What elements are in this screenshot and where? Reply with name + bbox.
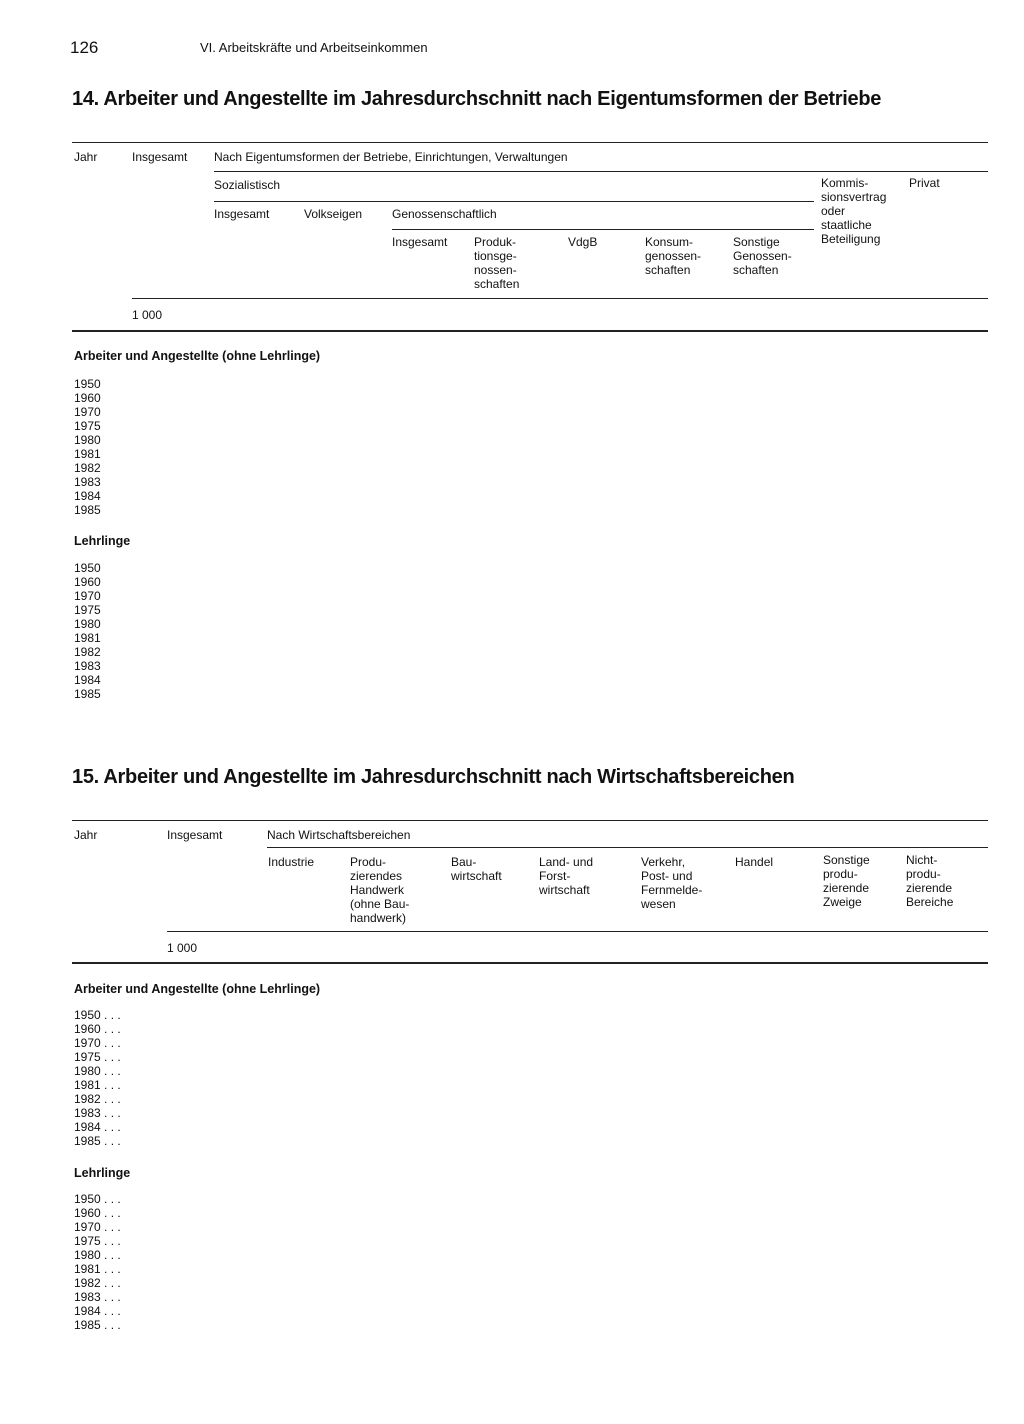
row-year: 1984 — [74, 673, 101, 687]
row-year: 1983 . . . — [74, 1106, 121, 1120]
row-year: 1985 . . . — [74, 1318, 121, 1332]
row-year: 1982 — [74, 461, 101, 475]
row-year: 1960 — [74, 575, 101, 589]
row-year: 1960 . . . — [74, 1206, 121, 1220]
row-year: 1980 . . . — [74, 1248, 121, 1262]
row-year: 1980 — [74, 433, 101, 447]
t14-rule-4 — [392, 229, 814, 230]
row-year: 1983 — [74, 475, 101, 489]
row-year: 1970 — [74, 405, 101, 419]
t14-head-bottom-rule — [72, 330, 988, 332]
row-year: 1982 . . . — [74, 1092, 121, 1106]
t14-rule-5 — [132, 298, 988, 299]
row-year: 1950 — [74, 377, 101, 391]
t14-h-nach: Nach Eigentumsformen der Betriebe, Einrichtungen, Verwaltungen — [214, 150, 568, 164]
table-14-top-rule — [72, 142, 988, 143]
row-year: 1983 — [74, 659, 101, 673]
row-year: 1982 — [74, 645, 101, 659]
table-15-top-rule — [72, 820, 988, 821]
running-head: VI. Arbeitskräfte und Arbeitseinkommen — [200, 40, 428, 55]
row-year: 1950 — [74, 561, 101, 575]
t14-h-unit: 1 000 — [132, 308, 163, 322]
row-year: 1970 — [74, 589, 101, 603]
row-year: 1985 — [74, 503, 101, 517]
t15-section-1-label: Arbeiter und Angestellte (ohne Lehrlinge) — [74, 982, 321, 996]
row-year: 1975 . . . — [74, 1050, 121, 1064]
t15-h-sonstige: Sonstige produ- zierende Zweige — [823, 853, 870, 909]
t14-section-1-label: Arbeiter und Angestellte (ohne Lehrlinge) — [74, 349, 321, 363]
t15-section-2-label: Lehrlinge — [74, 1166, 131, 1180]
row-year: 1981 . . . — [74, 1262, 121, 1276]
row-year: 1981 — [74, 447, 101, 461]
t14-h-vdgb: VdgB — [568, 235, 598, 249]
t15-h-nach: Nach Wirtschaftsbereichen — [267, 828, 411, 842]
t14-rule-3 — [214, 201, 814, 202]
row-year: 1950 . . . — [74, 1008, 121, 1022]
row-year: 1981 . . . — [74, 1078, 121, 1092]
t15-h-land: Land- und Forst- wirtschaft — [539, 855, 594, 897]
row-year: 1975 — [74, 419, 101, 433]
t14-h-privat: Privat — [909, 176, 940, 190]
t14-h-kommission: Kommis- sionsvertrag oder staatliche Beteiligung — [821, 176, 887, 246]
row-year: 1984 . . . — [74, 1120, 121, 1134]
table-15-title: 15. Arbeiter und Angestellte im Jahresdurchschnitt nach Wirtschaftsbereichen — [72, 766, 795, 788]
t15-h-handwerk: Produ- zierendes Handwerk (ohne Bau- handwerk) — [350, 855, 410, 925]
row-year: 1960 — [74, 391, 101, 405]
t15-h-insgesamt: Insgesamt — [167, 828, 223, 842]
t15-h-jahr: Jahr — [74, 828, 98, 842]
page-number: 126 — [70, 38, 99, 57]
row-year: 1984 — [74, 489, 101, 503]
row-year: 1985 — [74, 687, 101, 701]
t14-h-jahr: Jahr — [74, 150, 98, 164]
t15-h-verkehr: Verkehr, Post- und Fernmelde- wesen — [641, 855, 703, 911]
t14-h-produktion: Produk- tionsge- nossen- schaften — [474, 235, 520, 291]
row-year: 1970 . . . — [74, 1036, 121, 1050]
t15-head-bottom-rule — [72, 962, 988, 964]
t14-h-sonstige: Sonstige Genossen- schaften — [733, 235, 792, 277]
table-14-title: 14. Arbeiter und Angestellte im Jahresdurchschnitt nach Eigentumsformen der Betriebe — [72, 88, 882, 110]
t15-h-industrie: Industrie — [268, 855, 315, 869]
row-year: 1950 . . . — [74, 1192, 121, 1206]
row-year: 1985 . . . — [74, 1134, 121, 1148]
t14-rule-2 — [214, 171, 988, 172]
t14-h-insgesamt: Insgesamt — [132, 150, 188, 164]
row-year: 1980 . . . — [74, 1064, 121, 1078]
t15-h-unit: 1 000 — [167, 941, 198, 955]
t14-h-gen-insgesamt: Insgesamt — [392, 235, 448, 249]
t14-h-genossenschaftlich: Genossenschaftlich — [392, 207, 497, 221]
t15-h-nicht: Nicht- produ- zierende Bereiche — [906, 853, 954, 909]
row-year: 1982 . . . — [74, 1276, 121, 1290]
row-year: 1975 — [74, 603, 101, 617]
row-year: 1970 . . . — [74, 1220, 121, 1234]
t14-h-soz-insgesamt: Insgesamt — [214, 207, 270, 221]
row-year: 1975 . . . — [74, 1234, 121, 1248]
t15-rule-3 — [167, 931, 988, 932]
row-year: 1981 — [74, 631, 101, 645]
t14-section-2-label: Lehrlinge — [74, 534, 131, 548]
t14-h-konsum: Konsum- genossen- schaften — [645, 235, 702, 277]
t14-h-sozialistisch: Sozialistisch — [214, 178, 281, 192]
row-year: 1983 . . . — [74, 1290, 121, 1304]
row-year: 1984 . . . — [74, 1304, 121, 1318]
t15-h-handel: Handel — [735, 855, 774, 869]
t14-h-volkseigen: Volkseigen — [304, 207, 363, 221]
t15-h-bau: Bau- wirtschaft — [451, 855, 502, 883]
t15-rule-2 — [267, 847, 988, 848]
row-year: 1960 . . . — [74, 1022, 121, 1036]
row-year: 1980 — [74, 617, 101, 631]
